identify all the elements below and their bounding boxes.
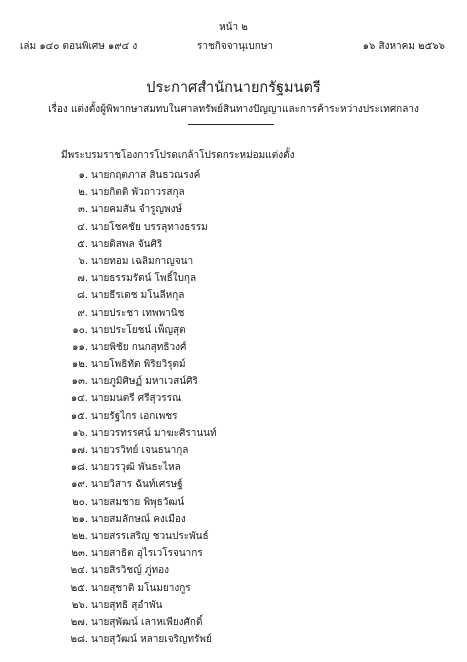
- appointee-name: นายสาธิต อุไรเวโรจนากร: [91, 548, 203, 560]
- list-item: [61, 342, 217, 359]
- list-item-number: ๒๘.: [70, 634, 88, 646]
- list-item-number: ๑๔.: [70, 393, 88, 405]
- appointee-name: นายโพธิทัต พิริยวิรุตม์: [91, 359, 186, 371]
- appointee-name: นายมนตรี ศรีสุวรรณ: [91, 393, 182, 405]
- appointee-name: นายดิสพล จันศิริ: [91, 238, 163, 250]
- list-item-number: ๙.: [77, 307, 88, 319]
- announcement-title: ประกาศสำนักนายกรัฐมนตรี: [146, 80, 321, 96]
- list-item-number: ๒๒.: [71, 530, 88, 542]
- list-item-number: ๓.: [77, 204, 88, 216]
- appointee-name: นายสุวัฒน์ หลายเจริญทรัพย์: [91, 634, 212, 646]
- appointee-name: นายสุทธิ สุอำพัน: [91, 599, 163, 611]
- appointee-name: นายกิตติ พัวถาวรสกุล: [91, 187, 185, 199]
- publication-date: ๑๖ สิงหาคม ๒๕๖๖: [362, 41, 445, 52]
- appointee-name: นายทอม เฉลิมกาญจนา: [91, 255, 194, 267]
- appointee-name: นายกฤตภาส สินธวณรงค์: [91, 170, 201, 181]
- list-item-number: ๒๗.: [70, 616, 88, 628]
- appointee-name: นายสุพัฒน์ เลาหเพียงศักดิ์: [91, 616, 203, 628]
- list-item-number: ๕.: [77, 238, 88, 250]
- appointee-name: นายสุชาติ มโนมยางกูร: [91, 582, 191, 594]
- list-item: [61, 497, 217, 514]
- appointee-name: นายสรรเสริญ ชวนประพันธ์: [91, 530, 209, 542]
- appointee-name: นายวรทรรศน์ มาฆะศิรานนท์: [91, 427, 217, 439]
- list-item-number: ๒.: [78, 187, 88, 199]
- list-item: [61, 256, 217, 273]
- list-item-number: ๑๗.: [70, 445, 88, 456]
- appointee-name: นายสิรวิชญ์ ภู่ทอง: [91, 565, 169, 577]
- list-item: [61, 290, 217, 307]
- gazette-name: ราชกิจจานุเบกษา: [197, 41, 274, 52]
- appointee-name: นายรัฐไกร เอกเพชร: [91, 410, 178, 422]
- list-item-number: ๑๖.: [72, 427, 88, 439]
- list-item: [61, 273, 217, 290]
- list-item: [61, 462, 217, 479]
- list-item-number: ๒๐.: [72, 496, 88, 508]
- list-item-number: ๑.: [78, 170, 88, 181]
- list-item-number: ๑๘.: [70, 462, 88, 474]
- list-item: [61, 222, 217, 239]
- appointee-name: นายธีรเดช มโนลีหกุล: [91, 290, 185, 302]
- list-item: [61, 325, 217, 342]
- list-item: [61, 187, 217, 204]
- list-item: [61, 393, 217, 410]
- appointee-name: นายพิชัย กนกสุทธิวงศ์: [91, 341, 187, 353]
- page-number: หน้า ๒: [219, 22, 248, 33]
- list-item: [61, 617, 217, 634]
- list-item-number: ๗.: [77, 273, 88, 285]
- list-item: [61, 479, 217, 496]
- list-item-number: ๒๕.: [70, 582, 88, 594]
- volume-section: เล่ม ๑๔๐ ตอนพิเศษ ๑๙๔ ง: [20, 41, 138, 52]
- appointee-name: นายวรวุฒิ พันธะไหล: [91, 462, 181, 474]
- appointee-name: นายสมชาย พิพุธวัฒน์: [91, 496, 185, 508]
- list-item: [61, 376, 217, 393]
- list-item: [61, 239, 217, 256]
- list-item-number: ๘.: [77, 290, 88, 302]
- royal-command-intro: มีพระบรมราชโองการโปรดเกล้าโปรดกระหม่อมแต่งตั้ง: [61, 150, 295, 161]
- appointee-name: นายภูมิศิษฏ์ มหาเวสน์ศิริ: [91, 376, 198, 388]
- announcement-subject: เรื่อง แต่งตั้งผู้พิพากษาสมทบในศาลทรัพย์สินทางปัญญาและการค้าระหว่างประเทศกลาง: [48, 104, 419, 115]
- list-item: [61, 600, 217, 617]
- appointee-name: นายคมสัน จำรูญพงษ์: [91, 204, 183, 216]
- appointee-name: นายวิสาร ฉันท์เศรษฐ์: [91, 479, 183, 491]
- list-item: [61, 514, 217, 531]
- appointee-name: นายโชคชัย บรรลุทางธรรม: [91, 221, 208, 233]
- appointee-name: นายวรวิทย์ เจนธนากุล: [91, 445, 189, 456]
- list-item: [61, 204, 217, 221]
- list-item: [61, 548, 217, 565]
- list-item: [61, 634, 217, 651]
- list-item: [61, 565, 217, 582]
- appointee-name: นายธรรมรัตน์ โพธิ์ใบกุล: [91, 273, 197, 285]
- appointee-name: นายสมลักษณ์ คงเมือง: [91, 513, 186, 525]
- list-item-number: ๑๕.: [70, 410, 88, 422]
- appointee-name: นายประชา เทพพานิช: [91, 307, 185, 319]
- list-item: [61, 583, 217, 600]
- title-divider: [188, 124, 274, 125]
- list-item-number: ๒๔.: [70, 565, 88, 577]
- list-item-number: ๑๒.: [71, 359, 88, 371]
- list-item-number: ๒๓.: [71, 548, 88, 560]
- appointee-name: นายประโยชน์ เพ็ญสุต: [91, 324, 186, 336]
- list-item: [61, 445, 217, 462]
- list-item: [61, 170, 217, 187]
- list-item-number: ๑๙.: [71, 479, 88, 491]
- list-item-number: ๒๖.: [71, 599, 88, 611]
- list-item-number: ๑๓.: [71, 376, 88, 388]
- list-item: [61, 428, 217, 445]
- list-item: [61, 308, 217, 325]
- appointee-list: [61, 170, 217, 651]
- list-item: [61, 359, 217, 376]
- list-item: [61, 531, 217, 548]
- list-item: [61, 411, 217, 428]
- list-item-number: ๑๑.: [72, 341, 88, 353]
- list-item-number: ๒๑.: [71, 513, 88, 525]
- list-item-number: ๔.: [77, 221, 88, 233]
- list-item-number: ๑๐.: [72, 324, 88, 336]
- list-item-number: ๖.: [78, 255, 88, 267]
